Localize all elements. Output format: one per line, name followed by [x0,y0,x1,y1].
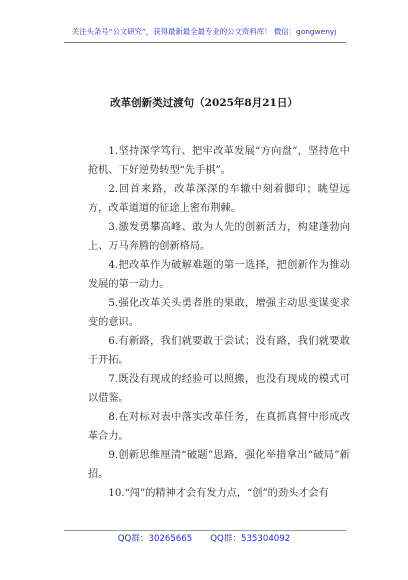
list-item: 2.回首来路，改革深深的车辙中刻着脚印；眺望远方，改革道道的征途上密布荆棘。 [88,184,350,214]
header-promo-note: 关注头条号“公文研究”，获得最新最全最专业的公文资料库！ 微信：gongwenyj [71,27,337,36]
list-item: 1.坚持深学笃行、把牢改革发展“方向盘”，坚持危中抢机、下好逆势转型“先手棋”。 [88,146,350,176]
list-item: 10.“闯”的精神才会有发力点，“创”的劲头才会有 [108,488,329,499]
list-item: 9.创新思维厘清“破题”思路，强化举措拿出“破局”新招。 [88,450,350,480]
header-divider [64,42,346,43]
document-title: 改革创新类过渡句（2025年8月21日） [110,97,298,109]
transition-sentence-list [88,142,350,503]
list-item: 4.把改革作为破解难题的第一选择，把创新作为推动发展的第一动力。 [88,260,350,290]
footer-qq-group-2: QQ群：535304092 [210,534,291,544]
list-item: 7.既没有现成的经验可以照搬，也没有现成的模式可以借鉴。 [88,374,350,404]
list-item: 5.强化改革关头勇者胜的果敢，增强主动思变谋变求变的意识。 [88,298,350,328]
footer-qq-group-1: QQ群：30265665 [117,534,193,544]
list-item: 8.在对标对表中落实改革任务，在真抓真督中形成改革合力。 [88,412,350,442]
footer-divider [64,530,346,531]
list-item: 6.有新路，我们就要敢于尝试；没有路，我们就要敢于开拓。 [88,336,350,366]
footer-contact [0,533,408,545]
list-item: 3.激发勇攀高峰、敢为人先的创新活力，构建蓬勃向上、万马奔腾的创新格局。 [88,222,350,252]
